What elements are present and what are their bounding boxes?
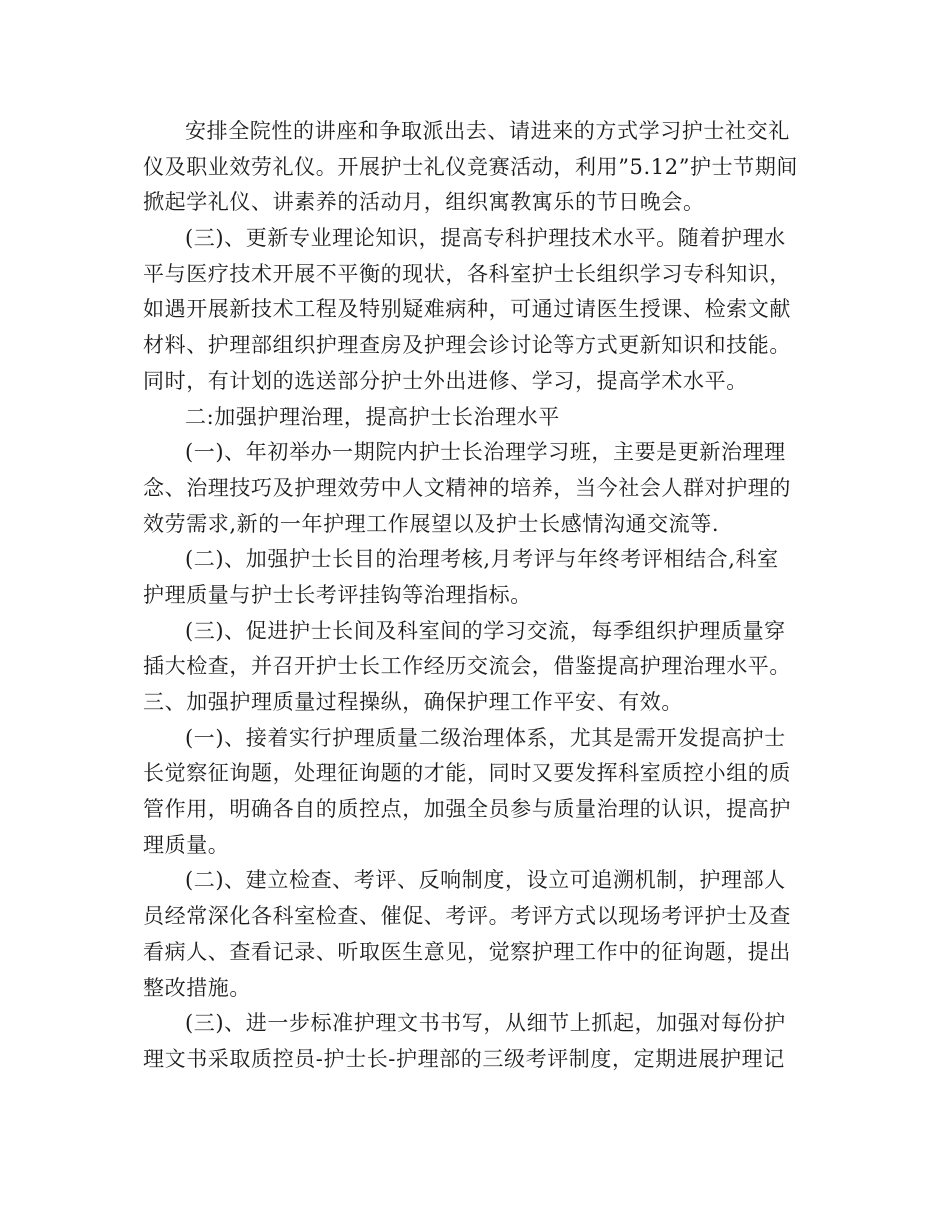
document-body [143,114,813,1078]
text-line: 材料、护理部组织护理查房及护理会诊讨论等方式更新知识和技能。 [143,333,791,358]
text-line: 效劳需求,新的一年护理工作展望以及护士长感情沟通交流等. [143,511,720,536]
text-line: 管作用，明确各自的质控点，加强全员参与质量治理的认识，提高护 [143,797,791,822]
text-line: 安排全院性的讲座和争取派出去、请进来的方式学习护士社交礼 [185,119,790,143]
text-line: 理质量。 [143,832,230,857]
text-line: 念、治理技巧及护理效劳中人文精神的培养，当今社会人群对护理的 [143,475,791,500]
text-line: 三、加强护理质量过程操纵，确保护理工作平安、有效。 [143,690,683,714]
text-line: (三)、促进护士长间及科室间的学习交流，每季组织护理质量穿 [185,618,786,643]
text-line: (一)、接着实行护理质量二级治理体系，尤其是需开发提高护士 [185,725,786,750]
text-line: 理文书采取质控员-护士长-护理部的三级考评制度，定期进展护理记 [143,1046,785,1071]
text-line: 员经常深化各科室检查、催促、考评。考评方式以现场考评护士及查 [143,904,791,929]
text-line: 仪及职业效劳礼仪。开展护士礼仪竞赛活动，利用”5.12”护士节期间 [143,154,799,179]
text-line: 护理质量与护士长考评挂钩等治理指标。 [143,582,532,607]
text-line: (三)、更新专业理论知识，提高专科护理技术水平。随着护理水 [185,226,786,251]
text-line: 如遇开展新技术工程及特别疑难病种，可通过请医生授课、检索文献 [143,297,791,322]
text-line: (三)、进一步标准护理文书书写，从细节上抓起，加强对每份护 [185,1011,786,1036]
text-line: 长觉察征询题，处理征询题的才能，同时又要发挥科室质控小组的质 [143,761,791,786]
text-line: (一)、年初举办一期院内护士长治理学习班，主要是更新治理理 [185,440,786,465]
text-line: 平与医疗技术开展不平衡的现状，各科室护士长组织学习专科知识， [143,261,791,286]
text-line: 看病人、查看记录、听取医生意见，觉察护理工作中的征询题，提出 [143,939,791,964]
text-line: 整改措施。 [143,975,251,1000]
text-line: 同时，有计划的选送部分护士外出进修、学习，提高学术水平。 [143,368,748,393]
text-line: (二)、建立检查、考评、反响制度，设立可追溯机制，护理部人 [185,868,786,893]
text-line: (二)、加强护士长目的治理考核,月考评与年终考评相结合,科室 [185,547,779,572]
text-line: 掀起学礼仪、讲素养的活动月，组织寓教寓乐的节日晚会。 [143,190,705,215]
text-line: 插大检查，并召开护士长工作经历交流会，借鉴提高护理治理水平。 [143,654,791,679]
text-line: 二:加强护理治理，提高护士长治理水平 [185,404,560,429]
